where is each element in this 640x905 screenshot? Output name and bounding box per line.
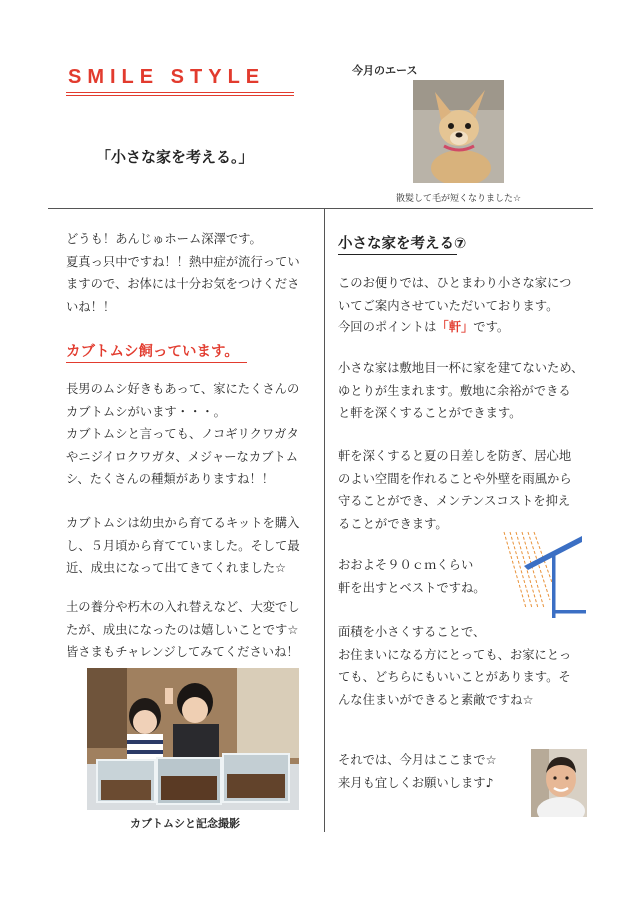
kids-photo	[87, 668, 299, 810]
point-line	[338, 316, 509, 339]
eave-diagram-icon	[496, 530, 586, 622]
dog-photo	[413, 80, 504, 183]
kabuto-heading-underline	[66, 362, 247, 363]
point-suffix: です。	[473, 320, 510, 334]
ace-caption: 散髪して毛が短くなりました☆	[396, 194, 522, 204]
kabuto-paragraph-3: 土の養分や朽木の入れ替えなど、大変でし たが、成虫になったのは嬉しいことです☆ 皆さまもチャレンジしてみてくださいね！	[66, 600, 300, 659]
kids-photo-caption: カブトムシと記念撮影	[130, 817, 240, 830]
page-headline: 「小さな家を考える。」	[96, 148, 254, 166]
closing-paragraph: それでは、今月はここまで☆ 来月も宜しくお願いします♪	[338, 753, 497, 790]
section-divider	[48, 208, 593, 209]
brand-underline	[66, 92, 294, 93]
point-prefix: 今回のポイントは	[338, 320, 437, 334]
staff-avatar-icon	[531, 749, 587, 817]
point-word: 「軒」	[436, 320, 474, 334]
series-heading-underline	[338, 254, 457, 255]
ace-label: 今月のエース	[352, 64, 418, 77]
series-paragraph-5: 面積を小さくすることで、 お住まいになる方にとっても、お家にとっ ても、どちらにもいいことがあります。そ んな住まいができると素敵ですね☆	[338, 625, 572, 707]
series-paragraph-4: おおよそ９０ｃｍくらい 軒を出すとベストですね。	[338, 558, 486, 595]
intro-paragraph: どうも！あんじゅホーム深澤です。 夏真っ只中ですね！！熱中症が流行ってい ますので、お体には十分お気をつけくださ いね！！	[66, 232, 300, 314]
series-paragraph-2: 小さな家は敷地目一杯に家を建てないため、 ゆとりが生まれます。敷地に余裕ができる と軒を深くすることができます。	[338, 361, 584, 420]
kabuto-paragraph-2: カブトムシは幼虫から育てるキットを購入 し、５月頃から育てていました。そして最 近、成虫になって出てきてくれました☆	[66, 516, 300, 575]
column-divider	[324, 208, 325, 832]
kids-photo-icon	[87, 668, 299, 810]
dog-photo-icon	[413, 80, 504, 183]
brand-title: SMILE STYLE	[68, 66, 266, 88]
series-paragraph-3: 軒を深くすると夏の日差しを防ぎ、居心地 のよい空間を作れることや外壁を雨風から 守ることができ、メンテンスコストを抑え ることができます。	[338, 449, 572, 531]
staff-photo	[531, 749, 587, 817]
kabuto-paragraph-1: 長男のムシ好きもあって、家にたくさんの カブトムシがいます・・・。 カブトムシと言っても、ノコギリクワガタ やニジイロクワガタ、メジャーなカブトム シ、たくさんの種類がありますね！！	[66, 382, 300, 486]
kabuto-heading: カブトムシ飼っています。	[66, 344, 239, 360]
series-heading: 小さな家を考える⑦	[338, 236, 467, 252]
series-paragraph-1: このお便りでは、ひとまわり小さな家につ いてご案内させていただいております。	[338, 276, 572, 313]
brand-underline-2	[66, 95, 294, 96]
